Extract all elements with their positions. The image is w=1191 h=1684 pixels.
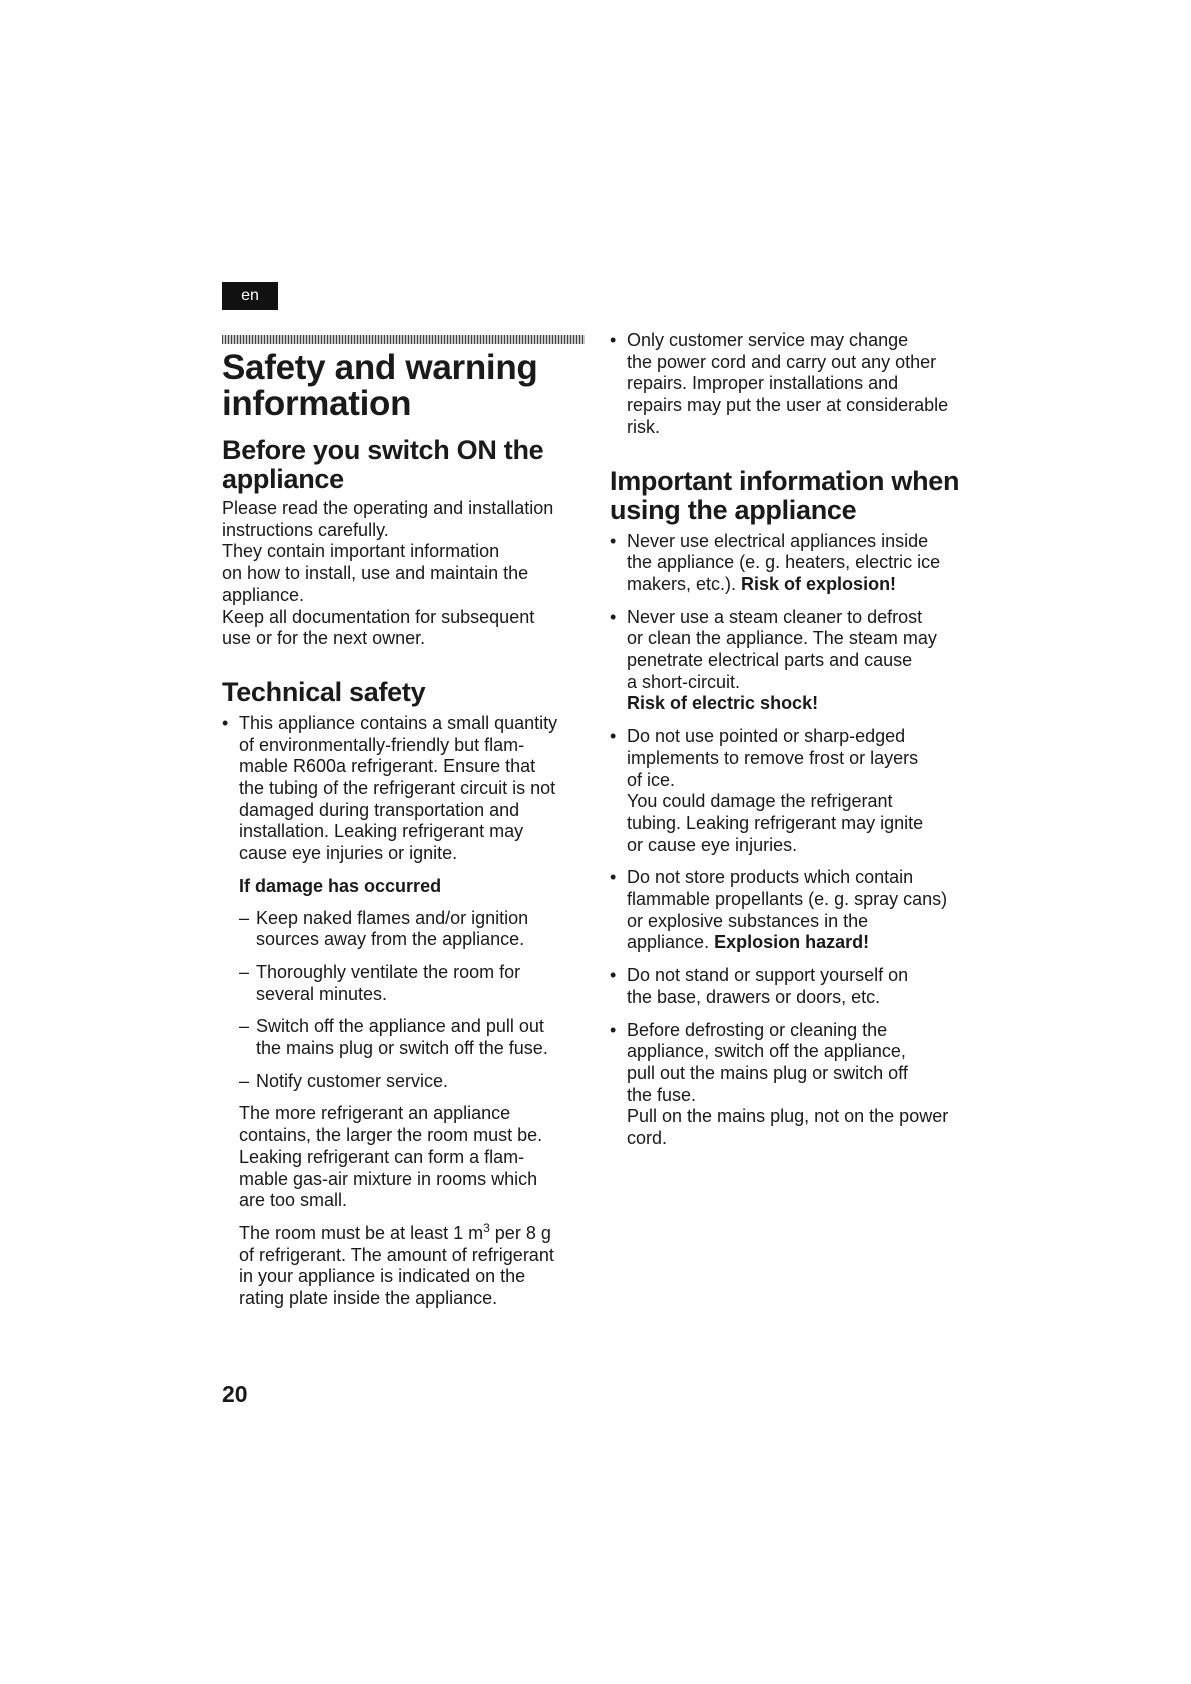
list-item: – Keep naked flames and/or ignition sources away from the appliance.: [239, 908, 592, 951]
refrigerant-paragraph: The more refrigerant an appliance contains, the larger the room must be. Leaking refrigerant can form a flam- mable gas-air mixture in rooms which are too small.: [239, 1103, 543, 1211]
left-column: [222, 350, 592, 1321]
service-list: [610, 330, 980, 439]
list-item: • Before defrosting or cleaning the appliance, switch off the appliance, pull out the mains plug or switch off the fuse. Pull on the mains plug, not on the power cord.: [610, 1020, 980, 1150]
list-item: • This appliance contains a small quantity of environmentally-friendly but flam- mable R600a refrigerant. Ensure that the tubing of the refrigerant circuit is not damaged during transportation and installation. Leaking refrigerant may cause eye injuries or ignite. If damage has occurred – Keep naked flames and/or ignition sources away from the appliance. – Thoroughly ventilate the room for several minutes. – Switch off the appliance and pull out the mains plug or switch off the fuse. – Notify customer service. The more refrigerant an appliance contains, the larger the room must be. Leaking refrigerant can form a flam- mable gas-air mixture in rooms which are too small. The room must be at least 1 $m^3$ per 8 g of refrigerant. The amount of refrigerant in your appliance is indicated on the rating plate inside the appliance.: [222, 713, 592, 1310]
list-item: • Never use electrical appliances inside the appliance (e. g. heaters, electric ice makers, etc.). Risk of explosion!: [610, 531, 980, 596]
warning-text: Risk of electric shock!: [627, 693, 819, 714]
section-rule: [222, 335, 585, 344]
right-column: [610, 330, 980, 1161]
list-item: • Do not store products which contain flammable propellants (e. g. spray cans) or explosive substances in the appliance. Explosion hazard!: [610, 867, 980, 954]
warning-text: Explosion hazard!: [714, 932, 870, 953]
list-item: – Switch off the appliance and pull out the mains plug or switch off the fuse.: [239, 1016, 592, 1059]
list-item: – Thoroughly ventilate the room for several minutes.: [239, 962, 592, 1005]
page-title: Safety and warning information: [222, 348, 538, 423]
list-item: • Never use a steam cleaner to defrost or clean the appliance. The steam may penetrate electrical parts and cause a short-circuit. Risk of electric shock!: [610, 607, 980, 716]
room-size-paragraph: The room must be at least 1 $m^3$ per 8 g of refrigerant. The amount of refrigerant in your appliance is indicated on the rating plate inside the appliance.: [239, 1220, 554, 1309]
list-item: • Only customer service may change the power cord and carry out any other repairs. Improper installations and repairs may put the user at considerable risk.: [610, 330, 980, 439]
page-number: 20: [222, 1381, 248, 1407]
damage-list: [239, 908, 592, 1093]
list-item: – Notify customer service.: [239, 1071, 592, 1093]
language-tag: en: [222, 282, 278, 310]
list-item: • Do not stand or support yourself on the base, drawers or doors, etc.: [610, 965, 980, 1008]
heading-technical-safety: Technical safety: [222, 676, 426, 707]
list-item: • Do not use pointed or sharp-edged implements to remove frost or layers of ice. You could damage the refrigerant tubing. Leaking refrigerant may ignite or cause eye injuries.: [610, 726, 980, 856]
heading-important-information: Important information when using the appliance: [610, 465, 960, 525]
damage-subheading: If damage has occurred: [239, 875, 442, 896]
before-switch-on-paragraph: Please read the operating and installation instructions carefully. They contain important information on how to install, use and maintain the appliance. Keep all documentation for subsequent use or for the next owner.: [222, 498, 554, 649]
heading-before-switch-on: Before you switch ON the appliance: [222, 435, 544, 494]
warning-text: Risk of explosion!: [741, 573, 897, 594]
technical-safety-list: [222, 713, 592, 1310]
important-information-list: [610, 531, 980, 1150]
